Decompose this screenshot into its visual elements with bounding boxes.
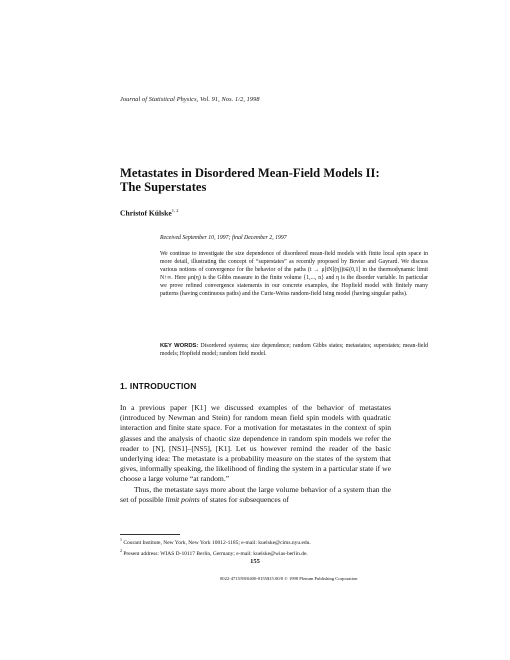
page-number: 155	[250, 558, 260, 565]
keywords-text: Disordered systems; size dependence; random Gibbs states; metastates; superstates; mean-field models; Hopfield model; random field model.	[160, 343, 428, 357]
keywords-label: KEY WORDS:	[160, 343, 199, 349]
copyright-line: 0022-4715/98/0400-0155$15.00/0 © 1998 Plenum Publishing Corporation	[220, 576, 358, 581]
journal-header: Journal of Statistical Physics, Vol. 91, Nos. 1/2, 1998	[120, 96, 260, 103]
abstract: We continue to investigate the size dependence of disordered mean-field models with finite local spin space in more detail, illustrating the concept of “superstates” as recently proposed by Bovier and Gayrard. We discuss various notions of convergence for the behavior of the paths (t → μ[tN](η))t∈(0,1] in the thermodynamic limit N↑∞. Here μn(η) is the Gibbs measure in the finite volume {1,..., n} and η is the disorder variable. In particular we prove refined convergence statements in our concrete examples, the Hopfield model with finitely many patterns (having continuous paths) and the Curie-Weiss random-field Ising model (having singular paths).	[160, 251, 428, 297]
title-line-2: The Superstates	[120, 180, 207, 194]
footnote-2-number: 2	[120, 548, 122, 554]
author-line	[120, 208, 178, 218]
received-dates: Received September 10, 1997; final December 2, 1997	[160, 235, 287, 241]
paragraph-2-emphasis: limit points	[165, 494, 200, 504]
keywords	[160, 343, 428, 359]
title-line-1: Metastates in Disordered Mean-Field Models II:	[120, 166, 380, 180]
author-affiliation-marks: 1, 2	[171, 208, 179, 213]
footnote-rule	[120, 534, 180, 535]
footnotes	[120, 536, 311, 558]
body-text	[120, 403, 391, 505]
footnote-2	[120, 547, 311, 558]
paragraph-2-end: of states for subsequences of	[199, 494, 289, 504]
paragraph-2	[120, 485, 391, 505]
footnote-1-text: Courant Institute, New York, New York 10012-1185; e-mail: kuelske@cims.nyu.edu.	[122, 539, 311, 546]
author-name: Christof Külske	[120, 208, 172, 218]
footnote-1-number: 1	[120, 537, 122, 542]
paper-title	[120, 166, 440, 194]
section-heading: 1. INTRODUCTION	[120, 381, 197, 391]
footnote-2-text: Present address: WIAS D-10117 Berlin, Germany; e-mail: kuelske@wias-berlin.de.	[122, 551, 308, 558]
paragraph-2-start: Thus, the metastate says more about the large volume behavior of a system than the set of possible	[120, 484, 391, 504]
paragraph-1: In a previous paper [K1] we discussed examples of the behavior of metastates (introduced by Newman and Stein) for random mean field spin models with quadratic interaction and finite state space. For a motivation for metastates in the context of spin glasses and the analysis of chaotic size dependence in random spin models we refer the reader to [N], [NS1]–[NS5], [K1]. Let us however remind the reader of the basic underlying idea: The metastate is a probability measure on the states of the system that gives, informally speaking, the likelihood of finding the system in a particular state if we choose a large volume “at random.”	[120, 403, 391, 484]
footnote-1	[120, 536, 311, 547]
